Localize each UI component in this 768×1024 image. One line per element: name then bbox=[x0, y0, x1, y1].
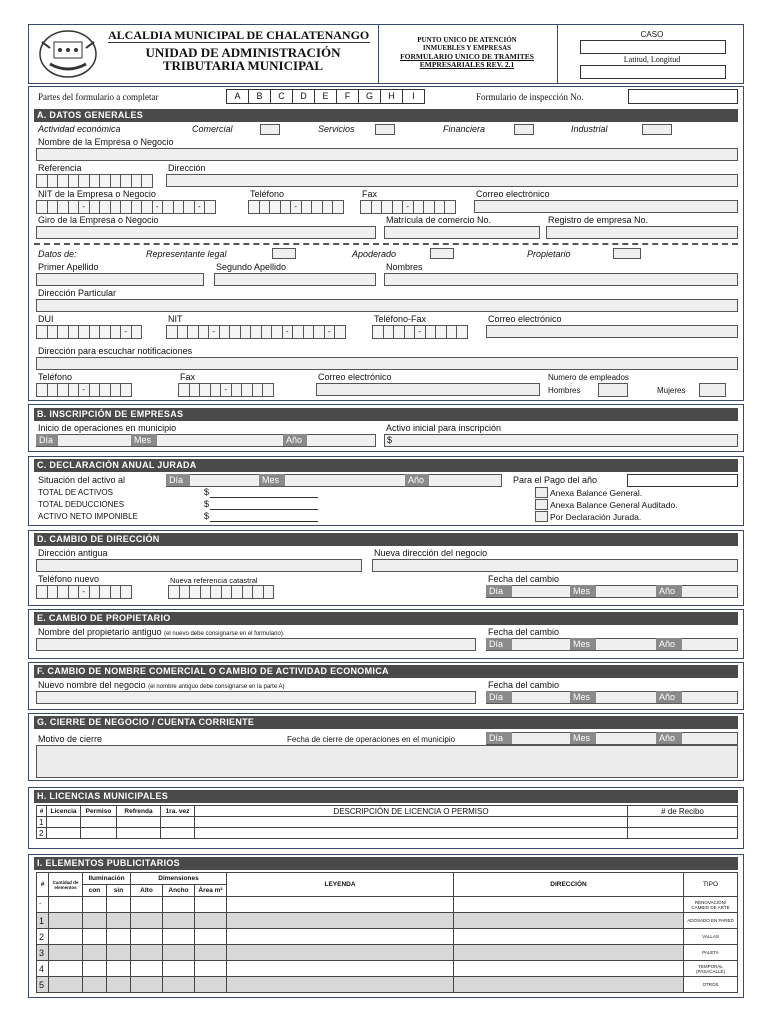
i-col-ilum: Iluminación bbox=[83, 873, 131, 885]
telefono2-label: Teléfono bbox=[38, 372, 73, 382]
part-letter-i[interactable]: I bbox=[402, 89, 425, 104]
i-col-num: # bbox=[37, 873, 49, 897]
giro-label: Giro de la Empresa o Negocio bbox=[38, 215, 159, 225]
municipal-seal-icon bbox=[36, 28, 100, 80]
table-row[interactable] bbox=[37, 897, 738, 913]
matricula-field[interactable] bbox=[384, 226, 540, 239]
g-date-field[interactable] bbox=[486, 732, 738, 745]
part-letter-h[interactable]: H bbox=[380, 89, 403, 104]
hombres-label: Hombres bbox=[548, 386, 581, 395]
dir-nueva-label: Nueva dirección del negocio bbox=[374, 548, 488, 558]
part-letter-c[interactable]: C bbox=[270, 89, 293, 104]
i-col-con: con bbox=[83, 885, 107, 897]
situacion-mes[interactable]: Mes bbox=[259, 474, 285, 486]
primer-apellido-field[interactable] bbox=[36, 273, 204, 286]
section-a-title: A. DATOS GENERALES bbox=[34, 109, 738, 122]
f-nuevo-text: Nuevo nombre del negocio bbox=[38, 680, 146, 690]
header-divider-1 bbox=[378, 24, 379, 84]
nombres-field[interactable] bbox=[384, 273, 738, 286]
inspection-label: Formulario de inspección No. bbox=[476, 92, 584, 102]
e-nombre-text: Nombre del propietario antiguo bbox=[38, 627, 162, 637]
part-letter-g[interactable]: G bbox=[358, 89, 381, 104]
h-col-recibo: # de Recibo bbox=[628, 806, 738, 817]
financiera-label: Financiera bbox=[443, 124, 486, 134]
catastral-label: Nueva referencia catastral bbox=[170, 576, 258, 585]
f-date-field[interactable] bbox=[486, 691, 738, 704]
telfax-cells[interactable]: - bbox=[372, 325, 467, 339]
correo2-label: Correo electrónico bbox=[488, 314, 562, 324]
total-ded-line[interactable] bbox=[210, 509, 318, 510]
part-letter-f[interactable]: F bbox=[336, 89, 359, 104]
direccion-particular-label: Dirección Particular bbox=[38, 288, 117, 298]
h-row-num: 1 bbox=[37, 817, 47, 828]
e-anio[interactable]: Año bbox=[656, 638, 682, 650]
propietario-checkbox[interactable] bbox=[613, 248, 641, 259]
section-d-title: D. CAMBIO DE DIRECCIÓN bbox=[34, 533, 738, 546]
direccion-particular-field[interactable] bbox=[36, 299, 738, 312]
unit-line1: UNIDAD DE ADMINISTRACIÓN bbox=[145, 45, 341, 60]
e-nombre-field[interactable] bbox=[36, 638, 476, 651]
d-mes[interactable]: Mes bbox=[570, 585, 596, 597]
h-col-refrenda: Refrenda bbox=[117, 806, 161, 817]
propietario-label: Propietario bbox=[527, 249, 571, 259]
inicio-anio[interactable]: Año bbox=[283, 434, 307, 446]
parts-letters bbox=[226, 89, 425, 104]
inicio-label: Inicio de operaciones en municipio bbox=[38, 423, 177, 433]
dui-cells[interactable]: - bbox=[36, 325, 141, 339]
rep-legal-label: Representante legal bbox=[146, 249, 227, 259]
matricula-label: Matrícula de comercio No. bbox=[386, 215, 492, 225]
activo-neto-label: ACTIVO NETO IMPONIBLE bbox=[38, 512, 138, 521]
comercial-checkbox[interactable] bbox=[260, 124, 280, 135]
apoderado-label: Apoderado bbox=[352, 249, 397, 259]
header-divider-2 bbox=[557, 24, 558, 84]
anexo3-checkbox[interactable] bbox=[535, 511, 548, 522]
table-row[interactable] bbox=[37, 977, 738, 993]
dir-antigua-field[interactable] bbox=[36, 559, 362, 572]
telefono2-cells[interactable]: - bbox=[36, 383, 131, 397]
anexo1-label: Anexa Balance General. bbox=[550, 488, 643, 498]
activo-neto-dollar: $ bbox=[204, 511, 210, 521]
table-row[interactable] bbox=[37, 961, 738, 977]
table-row[interactable] bbox=[37, 817, 738, 828]
i-tipo-renovacion: RENOVACIÓN/ CAMBIO DE ARTE bbox=[684, 897, 738, 913]
telfax-label: Teléfono-Fax bbox=[374, 314, 427, 324]
f-dia[interactable]: Día bbox=[486, 691, 512, 703]
e-date-field[interactable] bbox=[486, 638, 738, 651]
center-title-4: EMPRESARIALES REV. 2.1 bbox=[419, 60, 515, 69]
h-col-permiso: Permiso bbox=[81, 806, 117, 817]
i-row-num: - bbox=[37, 897, 49, 913]
segundo-apellido-label: Segundo Apellido bbox=[216, 262, 287, 272]
situacion-label: Situación del activo al bbox=[38, 475, 126, 485]
publicitarios-table bbox=[36, 872, 738, 993]
center-title-3: FORMULARIO UNICO DE TRAMITES bbox=[400, 52, 534, 61]
total-ded-label: TOTAL DEDUCCIONES bbox=[38, 500, 125, 509]
i-tipo-adosado: ADOSADO EN PARED bbox=[684, 913, 738, 929]
part-letter-a[interactable]: A bbox=[226, 89, 249, 104]
activo-dollar: $ bbox=[387, 435, 393, 445]
section-i-title: I. ELEMENTOS PUBLICITARIOS bbox=[34, 857, 738, 870]
total-activos-dollar: $ bbox=[204, 487, 210, 497]
licencias-table bbox=[36, 805, 738, 839]
fax2-cells[interactable]: - bbox=[178, 383, 273, 397]
servicios-checkbox[interactable] bbox=[375, 124, 395, 135]
section-g-title: G. CIERRE DE NEGOCIO / CUENTA CORRIENTE bbox=[34, 716, 738, 729]
dir-antigua-label: Dirección antigua bbox=[38, 548, 108, 558]
h-col-num: # bbox=[37, 806, 47, 817]
rep-legal-checkbox[interactable] bbox=[272, 248, 296, 259]
dui-label: DUI bbox=[38, 314, 54, 324]
h-col-descripcion: DESCRIPCIÓN DE LICENCIA O PERMISO bbox=[195, 806, 628, 817]
tel-nuevo-label: Teléfono nuevo bbox=[38, 574, 100, 584]
i-tipo-vallas: VALLAS bbox=[684, 929, 738, 945]
i-col-dim: Dimensiones bbox=[131, 873, 227, 885]
inicio-mes[interactable]: Mes bbox=[131, 434, 157, 446]
i-col-tipo: TIPO bbox=[684, 873, 738, 897]
section-h-title: H. LICENCIAS MUNICIPALES bbox=[34, 790, 738, 803]
anexo3-label: Por Declaración Jurada. bbox=[550, 512, 642, 522]
section-f-title: F. CAMBIO DE NOMBRE COMERCIAL O CAMBIO DE ACTIVIDAD ECONOMICA bbox=[34, 665, 738, 678]
org-name: ALCALDIA MUNICIPAL DE CHALATENANGO bbox=[108, 28, 370, 42]
part-letter-b[interactable]: B bbox=[248, 89, 271, 104]
motivo-field[interactable] bbox=[36, 745, 738, 778]
anexo2-checkbox[interactable] bbox=[535, 499, 548, 510]
g-dia[interactable]: Día bbox=[486, 732, 512, 744]
table-row[interactable] bbox=[37, 913, 738, 929]
pago-field[interactable] bbox=[627, 474, 738, 487]
activo-inicial-label: Activo inicial para inscripción bbox=[386, 423, 502, 433]
datos-de-label: Datos de: bbox=[38, 249, 77, 259]
i-tipo-otros: OTROS bbox=[684, 977, 738, 993]
fax2-label: Fax bbox=[180, 372, 196, 382]
i-col-leyenda: LEYENDA bbox=[227, 873, 454, 897]
hombres-field[interactable] bbox=[598, 383, 628, 397]
e-mes[interactable]: Mes bbox=[570, 638, 596, 650]
i-col-sin: sin bbox=[107, 885, 131, 897]
i-row-num: 4 bbox=[37, 961, 49, 977]
h-col-primera: 1ra. vez bbox=[161, 806, 195, 817]
i-row-num: 2 bbox=[37, 929, 49, 945]
h-row-num: 2 bbox=[37, 828, 47, 839]
i-col-area: Área m² bbox=[195, 885, 227, 897]
f-nuevo-label bbox=[38, 680, 285, 690]
i-col-ancho: Ancho bbox=[163, 885, 195, 897]
referencia-cells[interactable] bbox=[36, 174, 152, 188]
section-b-title: B. INSCRIPCIÓN DE EMPRESAS bbox=[34, 408, 738, 421]
g-mes[interactable]: Mes bbox=[570, 732, 596, 744]
h-col-licencia: Licencia bbox=[47, 806, 81, 817]
g-fecha-label: Fecha de cierre de operaciones en el municipio bbox=[287, 735, 456, 744]
d-fecha-label: Fecha del cambio bbox=[488, 574, 560, 584]
table-row[interactable] bbox=[37, 929, 738, 945]
nombres-label: Nombres bbox=[386, 262, 423, 272]
center-title-1: PUNTO UNICO DE ATENCIÓN bbox=[417, 36, 517, 44]
f-anio[interactable]: Año bbox=[656, 691, 682, 703]
segundo-apellido-field[interactable] bbox=[214, 273, 376, 286]
servicios-label: Servicios bbox=[318, 124, 355, 134]
org-underline bbox=[108, 42, 370, 43]
i-row-num: 1 bbox=[37, 913, 49, 929]
giro-field[interactable] bbox=[36, 226, 376, 239]
e-nombre-label bbox=[38, 627, 285, 637]
i-col-cantidad: Cantidad de elementos bbox=[49, 873, 83, 897]
referencia-label: Referencia bbox=[38, 163, 82, 173]
i-row-num: 5 bbox=[37, 977, 49, 993]
dashed-divider bbox=[34, 243, 738, 245]
latlong-field[interactable] bbox=[580, 65, 726, 79]
notificaciones-label: Dirección para escuchar notificaciones bbox=[38, 346, 193, 356]
inicio-dia[interactable]: Día bbox=[36, 434, 58, 446]
situacion-dia[interactable]: Día bbox=[166, 474, 190, 486]
latlong-label: Latitud, Longitud bbox=[623, 55, 681, 64]
caso-label: CASO bbox=[640, 30, 664, 39]
nombre-empresa-field[interactable] bbox=[36, 148, 738, 161]
part-letter-e[interactable]: E bbox=[314, 89, 337, 104]
situacion-date-field[interactable] bbox=[166, 474, 502, 487]
fax-label: Fax bbox=[362, 189, 378, 199]
catastral-cells[interactable] bbox=[168, 585, 273, 599]
parts-label: Partes del formulario a completar bbox=[38, 92, 159, 102]
comercial-label: Comercial bbox=[192, 124, 233, 134]
unit-line2: TRIBUTARIA MUNICIPAL bbox=[162, 58, 324, 73]
e-dia[interactable]: Día bbox=[486, 638, 512, 650]
part-letter-d[interactable]: D bbox=[292, 89, 315, 104]
total-activos-label: TOTAL DE ACTIVOS bbox=[38, 488, 113, 497]
fax-cells[interactable]: - bbox=[360, 200, 455, 214]
empleados-label: Numero de empleados bbox=[548, 373, 629, 382]
registro-label: Registro de empresa No. bbox=[548, 215, 649, 225]
apoderado-checkbox[interactable] bbox=[430, 248, 454, 259]
anexo1-checkbox[interactable] bbox=[535, 487, 548, 498]
i-tipo-temporal: TEMPORAL (PASACALLE) bbox=[684, 961, 738, 977]
section-e-title: E. CAMBIO DE PROPIETARIO bbox=[34, 612, 738, 625]
motivo-label: Motivo de cierre bbox=[38, 734, 103, 744]
industrial-label: Industrial bbox=[571, 124, 608, 134]
d-anio[interactable]: Año bbox=[656, 585, 682, 597]
anexo2-label: Anexa Balance General Auditado. bbox=[550, 500, 678, 510]
tel-nuevo-cells[interactable]: - bbox=[36, 585, 131, 599]
dir-nueva-field[interactable] bbox=[372, 559, 738, 572]
table-row[interactable] bbox=[37, 945, 738, 961]
f-nota: (el nombre antiguo debe consignarse en la parte A) bbox=[148, 684, 285, 690]
f-fecha-label: Fecha del cambio bbox=[488, 680, 560, 690]
industrial-checkbox[interactable] bbox=[642, 124, 672, 135]
pago-label: Para el Pago del año bbox=[513, 475, 598, 485]
nombre-empresa-label: Nombre de la Empresa o Negocio bbox=[38, 137, 174, 147]
nit-label: NIT bbox=[168, 314, 183, 324]
e-nota: (el nuevo debe consignarse en el formulario). bbox=[164, 631, 285, 637]
total-ded-dollar: $ bbox=[204, 499, 210, 509]
financiera-checkbox[interactable] bbox=[514, 124, 534, 135]
g-anio[interactable]: Año bbox=[656, 732, 682, 744]
table-row[interactable] bbox=[37, 828, 738, 839]
telefono-cells[interactable]: - bbox=[248, 200, 343, 214]
d-date-field[interactable] bbox=[486, 585, 738, 598]
f-nuevo-field[interactable] bbox=[36, 691, 476, 704]
mujeres-field[interactable] bbox=[699, 383, 726, 397]
i-col-direccion: DIRECCIÓN bbox=[454, 873, 684, 897]
caso-field[interactable] bbox=[580, 40, 726, 54]
d-dia[interactable]: Día bbox=[486, 585, 512, 597]
registro-field[interactable] bbox=[546, 226, 738, 239]
center-title-2: INMUEBLES Y EMPRESAS bbox=[422, 44, 512, 52]
correo2-field[interactable] bbox=[486, 325, 738, 338]
inicio-date-field[interactable] bbox=[36, 434, 376, 447]
correo3-label: Correo electrónico bbox=[318, 372, 392, 382]
section-c-title: C. DECLARACIÓN ANUAL JURADA bbox=[34, 459, 738, 472]
e-fecha-label: Fecha del cambio bbox=[488, 627, 560, 637]
correo-label: Correo electrónico bbox=[476, 189, 550, 199]
i-row-num: 3 bbox=[37, 945, 49, 961]
telefono-label: Teléfono bbox=[250, 189, 285, 199]
inspection-field[interactable] bbox=[628, 89, 738, 104]
direccion-label: Dirección bbox=[168, 163, 206, 173]
notificaciones-field[interactable] bbox=[36, 357, 738, 370]
nit-empresa-cells[interactable]: - - - bbox=[36, 200, 215, 214]
f-mes[interactable]: Mes bbox=[570, 691, 596, 703]
activo-neto-line[interactable] bbox=[210, 521, 318, 522]
correo3-field[interactable] bbox=[316, 383, 540, 396]
primer-apellido-label: Primer Apellido bbox=[38, 262, 99, 272]
nit-empresa-label: NIT de la Empresa o Negocio bbox=[38, 189, 156, 199]
activo-inicial-field[interactable] bbox=[384, 434, 738, 447]
i-tipo-paleta: PALETA bbox=[684, 945, 738, 961]
situacion-anio[interactable]: Año bbox=[405, 474, 429, 486]
total-activos-line[interactable] bbox=[210, 497, 318, 498]
correo-field[interactable] bbox=[474, 200, 738, 213]
direccion-field[interactable] bbox=[166, 174, 738, 187]
mujeres-label: Mujeres bbox=[657, 386, 686, 395]
actividad-label: Actividad económica bbox=[38, 124, 121, 134]
i-col-alto: Alto bbox=[131, 885, 163, 897]
nit-cells[interactable]: - - - bbox=[166, 325, 345, 339]
